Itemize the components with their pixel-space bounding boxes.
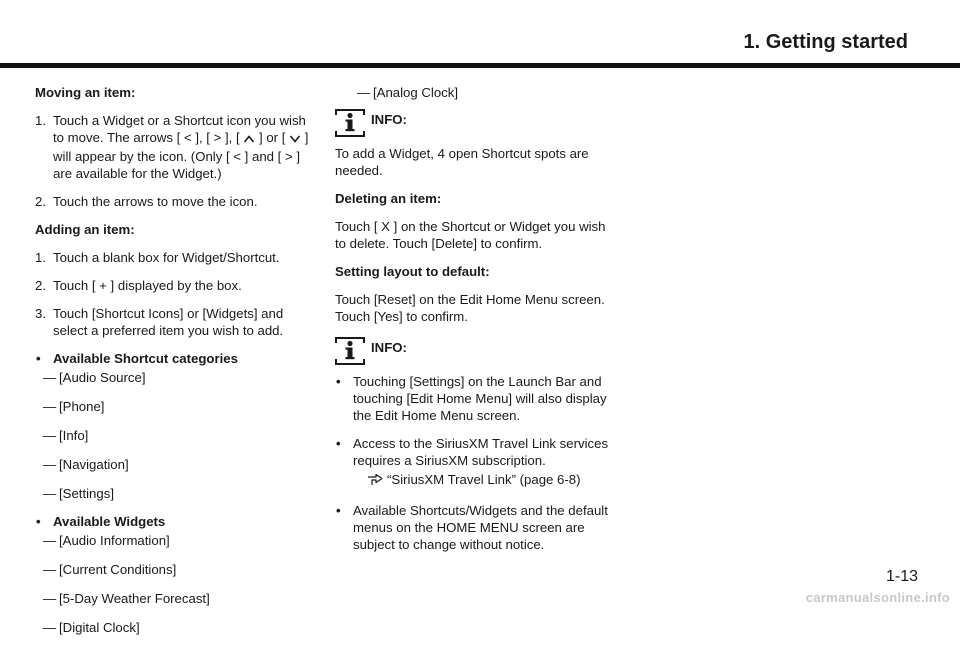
list-item: — [Digital Clock] bbox=[43, 620, 140, 635]
bullet-icon: • bbox=[336, 436, 341, 451]
layout-default-heading: Setting layout to default: bbox=[335, 264, 490, 279]
page-number: 1-13 bbox=[885, 568, 918, 585]
adding-heading: Adding an item: bbox=[35, 222, 135, 237]
step-number: 2. bbox=[35, 278, 46, 293]
list-item: — [Navigation] bbox=[43, 457, 129, 472]
step-number: 1. bbox=[35, 113, 46, 128]
adding-step-3 bbox=[35, 305, 320, 339]
widgets-list bbox=[43, 532, 320, 636]
bullet-icon: • bbox=[336, 374, 341, 389]
note-text: Available Shortcuts/Widgets and the default menus on the HOME MENU screen are subject to change without notice. bbox=[353, 503, 608, 552]
step-text: Touch [Shortcut Icons] or [Widgets] and select a preferred item you wish to add. bbox=[53, 306, 284, 338]
bullet-icon: • bbox=[36, 514, 41, 529]
note-item bbox=[335, 435, 613, 491]
cross-reference-text[interactable]: “SiriusXM Travel Link” (page 6-8) bbox=[387, 472, 581, 487]
info-block bbox=[335, 109, 613, 137]
list-item-text: [Phone] bbox=[59, 399, 105, 414]
info-icon bbox=[335, 109, 365, 141]
step-text-a: Touch a Widget or a Shortcut icon you wish to move. The arrows [ < ], [ > ], [ bbox=[53, 113, 306, 145]
list-item: — [Settings] bbox=[43, 486, 114, 501]
shortcut-categories-list bbox=[43, 369, 320, 502]
widgets-title bbox=[35, 513, 320, 530]
step-text-b: ] or [ bbox=[259, 130, 286, 145]
info-label: INFO: bbox=[371, 112, 407, 127]
step-number: 3. bbox=[35, 306, 46, 321]
layout-default-text: Touch [Reset] on the Edit Home Menu screen. Touch [Yes] to confirm. bbox=[335, 292, 605, 324]
info-label: INFO: bbox=[371, 340, 407, 355]
bullet-text: Available Shortcut categories bbox=[53, 351, 238, 366]
list-item: — [Audio Source] bbox=[43, 370, 146, 385]
step-text: Touch a blank box for Widget/Shortcut. bbox=[53, 250, 280, 265]
watermark: carmanualsonline.info bbox=[805, 590, 950, 605]
list-item-text: [Audio Source] bbox=[59, 370, 146, 385]
bullet-icon: • bbox=[336, 503, 341, 518]
list-item: — [5-Day Weather Forecast] bbox=[43, 591, 210, 606]
chevron-down-icon bbox=[289, 131, 301, 148]
note-text: Touching [Settings] on the Launch Bar and touching [Edit Home Menu] will also display the Edit Home Menu screen. bbox=[353, 374, 607, 423]
list-item-text: [Info] bbox=[59, 428, 89, 443]
step-number: 1. bbox=[35, 250, 46, 265]
info-icon bbox=[335, 337, 365, 369]
bullet-icon: • bbox=[36, 351, 41, 366]
chevron-up-icon bbox=[243, 131, 255, 148]
header-divider bbox=[0, 63, 960, 68]
note-item bbox=[335, 502, 613, 553]
adding-step-2 bbox=[35, 277, 320, 294]
note-item bbox=[335, 373, 613, 424]
step-number: 2. bbox=[35, 194, 46, 209]
list-item: — [Analog Clock] bbox=[357, 85, 459, 100]
moving-step-2 bbox=[35, 193, 320, 210]
reference-pointer-icon bbox=[367, 473, 385, 491]
cross-reference[interactable] bbox=[353, 471, 613, 491]
bullet-text: Available Widgets bbox=[53, 514, 166, 529]
moving-heading: Moving an item: bbox=[35, 85, 136, 100]
left-column bbox=[35, 84, 320, 648]
note-text: Access to the SiriusXM Travel Link services requires a SiriusXM subscription. bbox=[353, 436, 609, 468]
page-header-title: 1. Getting started bbox=[743, 31, 908, 53]
deleting-heading: Deleting an item: bbox=[335, 191, 442, 206]
adding-step-1 bbox=[35, 249, 320, 266]
list-item-text: [Audio Information] bbox=[59, 533, 170, 548]
right-column bbox=[335, 84, 613, 564]
list-item: — [Current Conditions] bbox=[43, 562, 177, 577]
deleting-text: Touch [ X ] on the Shortcut or Widget you wish to delete. Touch [Delete] to confirm. bbox=[335, 219, 606, 251]
list-item-text: [Settings] bbox=[59, 486, 114, 501]
list-item: — [Info] bbox=[43, 428, 89, 443]
list-item-text: [Navigation] bbox=[59, 457, 129, 472]
list-item-text: [Analog Clock] bbox=[373, 85, 459, 100]
info-block-2 bbox=[335, 337, 613, 365]
step-text: Touch [ + ] displayed by the box. bbox=[53, 278, 242, 293]
step-text: Touch the arrows to move the icon. bbox=[53, 194, 258, 209]
list-item: — [Audio Information] bbox=[43, 533, 170, 548]
list-item: — [Phone] bbox=[43, 399, 105, 414]
shortcut-categories-title bbox=[35, 350, 320, 367]
list-item-text: [Digital Clock] bbox=[59, 620, 140, 635]
moving-step-1 bbox=[35, 112, 320, 182]
list-item-text: [5-Day Weather Forecast] bbox=[59, 591, 210, 606]
info-text: To add a Widget, 4 open Shortcut spots are needed. bbox=[335, 146, 589, 178]
step-text-c: ] will appear by the icon. (Only [ < ] and [ > ] are available for the Widget.) bbox=[53, 130, 309, 181]
widgets-list-continued bbox=[357, 84, 613, 101]
list-item-text: [Current Conditions] bbox=[59, 562, 177, 577]
